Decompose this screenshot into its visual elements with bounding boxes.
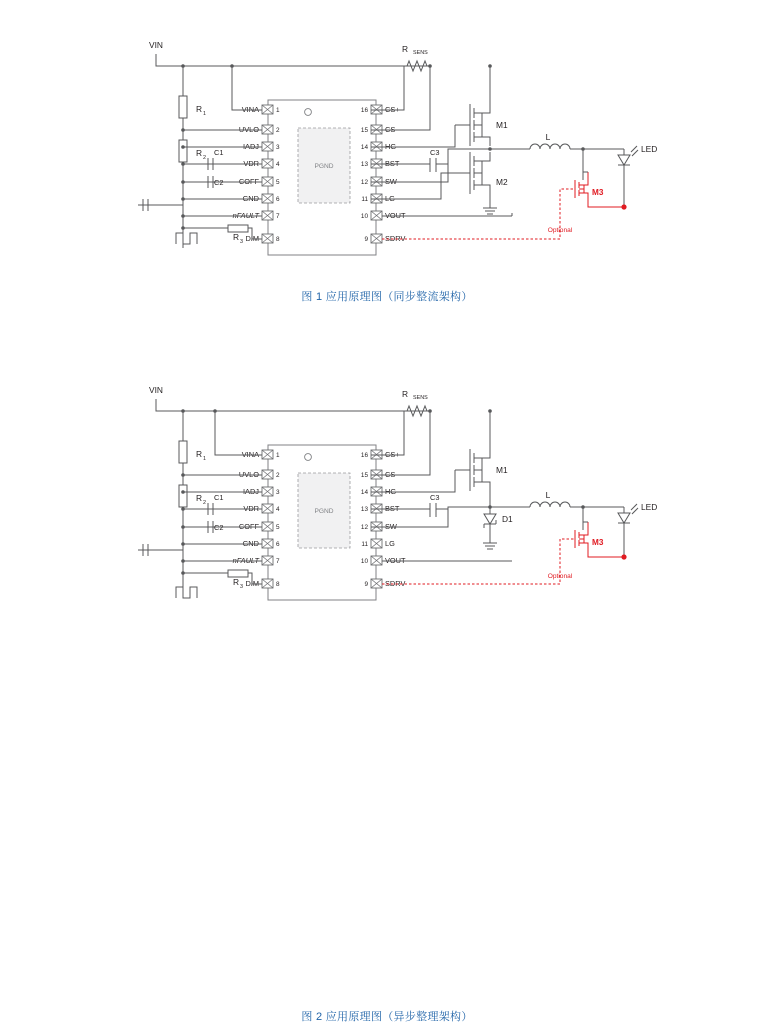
right-pin-12-label: SW bbox=[385, 522, 397, 531]
left-pin-1-num: 1 bbox=[276, 452, 280, 459]
junction bbox=[181, 542, 185, 546]
pwm-waveform-icon bbox=[176, 233, 197, 244]
right-pin-10-num: 10 bbox=[360, 213, 368, 220]
right-pin-13-label: BST bbox=[385, 504, 400, 513]
right-pin-14-label: HG bbox=[385, 487, 397, 496]
left-pin-3-label: IADJ bbox=[242, 487, 259, 496]
m3-mosfet-optional bbox=[575, 172, 624, 207]
right-pin-12-num: 12 bbox=[360, 524, 368, 531]
led-label: LED bbox=[641, 144, 658, 154]
r2-sub-2: 2 bbox=[203, 500, 206, 506]
r1-label: R bbox=[196, 104, 203, 114]
junction bbox=[181, 409, 185, 413]
vin-label: VIN bbox=[149, 40, 163, 50]
right-pin-15-num: 15 bbox=[360, 472, 368, 479]
figure-1-synchronous bbox=[0, 0, 774, 310]
d1-label: D1 bbox=[502, 514, 513, 524]
left-pin-7-num: 7 bbox=[276, 558, 280, 565]
r2-label: R bbox=[196, 148, 203, 158]
c1-label-2: C1 bbox=[214, 493, 224, 502]
r3-label-2: R bbox=[233, 577, 240, 587]
c2-label-2: C2 bbox=[214, 523, 224, 532]
c3-label: C3 bbox=[430, 148, 440, 157]
right-pin-11-label: LG bbox=[385, 194, 395, 203]
left-pin-3-label: IADJ bbox=[242, 142, 259, 151]
right-pin-9-num: 9 bbox=[364, 581, 368, 588]
figure-1-svg bbox=[0, 0, 774, 300]
c3-label-2: C3 bbox=[430, 493, 440, 502]
junction bbox=[181, 571, 185, 575]
right-pin-15-label: CS- bbox=[385, 125, 398, 134]
junction bbox=[230, 64, 234, 68]
c1-capacitor-2 bbox=[208, 493, 223, 515]
rsens-label: R bbox=[401, 44, 409, 54]
rsens-label-2: R bbox=[401, 389, 409, 399]
m1-label: M1 bbox=[496, 120, 508, 130]
junction bbox=[181, 473, 185, 477]
r1-resistor bbox=[179, 96, 206, 118]
left-pin-6-num: 6 bbox=[276, 196, 280, 203]
junction bbox=[181, 180, 185, 184]
inductor-l-2 bbox=[490, 490, 583, 507]
right-pin-14-label: HG bbox=[385, 142, 397, 151]
figure-2-svg bbox=[0, 350, 774, 650]
c3-capacitor bbox=[430, 148, 439, 172]
left-pin-8-label: DIM bbox=[245, 234, 259, 243]
m2-label: M2 bbox=[496, 177, 508, 187]
left-pin-7-label: nFAULT bbox=[232, 211, 259, 220]
left-pin-2-label: UVLO bbox=[238, 125, 259, 134]
right-pin-13-num: 13 bbox=[360, 161, 368, 168]
ground-symbol-d1 bbox=[483, 543, 497, 549]
right-pin-15-num: 15 bbox=[360, 127, 368, 134]
junction bbox=[488, 64, 492, 68]
r1-label-2: R bbox=[196, 449, 203, 459]
optional-label-2: Optional bbox=[547, 573, 573, 580]
led-label-2: LED bbox=[641, 502, 658, 512]
vin-label-2: VIN bbox=[149, 385, 163, 395]
r2-label-2: R bbox=[196, 493, 203, 503]
m3-mosfet-optional-2 bbox=[575, 522, 624, 557]
pgnd-label: PGND bbox=[314, 163, 334, 170]
figure-2-asynchronous bbox=[0, 350, 774, 1023]
ground-symbol-m2 bbox=[483, 194, 497, 214]
right-pin-11-num: 11 bbox=[361, 196, 368, 203]
left-pin-1-label: VINA bbox=[241, 105, 259, 114]
left-pin-1-label: VINA bbox=[241, 450, 259, 459]
led-symbol bbox=[618, 144, 657, 205]
pwm-waveform-icon-2 bbox=[176, 587, 197, 598]
right-pin-12-label: SW bbox=[385, 177, 397, 186]
r1-sub: 1 bbox=[203, 111, 206, 117]
left-pin-2-num: 2 bbox=[276, 127, 280, 134]
right-pin-13-label: BST bbox=[385, 159, 400, 168]
c1-capacitor bbox=[208, 148, 223, 170]
right-pin-9-label: SDRV bbox=[385, 579, 406, 588]
junction bbox=[181, 64, 185, 68]
c3-capacitor-2 bbox=[430, 493, 439, 517]
left-pin-1-num: 1 bbox=[276, 107, 280, 114]
right-pin-10-label: VOUT bbox=[385, 211, 406, 220]
right-pin-16-label: CS+ bbox=[385, 105, 400, 114]
r3-sub: 3 bbox=[240, 239, 243, 245]
left-pin-8-num: 8 bbox=[276, 581, 280, 588]
junction bbox=[181, 197, 185, 201]
r3-label: R bbox=[233, 232, 240, 242]
right-pin-15-label: CS- bbox=[385, 470, 398, 479]
c2-label: C2 bbox=[214, 178, 224, 187]
r2-sub: 2 bbox=[203, 155, 206, 161]
m3-label-2: M3 bbox=[592, 538, 604, 547]
left-pin-4-num: 4 bbox=[276, 506, 280, 513]
junction bbox=[581, 505, 585, 509]
junction bbox=[181, 507, 185, 511]
left-pin-5-num: 5 bbox=[276, 524, 280, 531]
right-pin-11-num: 11 bbox=[361, 541, 368, 548]
m3-label: M3 bbox=[592, 188, 604, 197]
led-symbol-2 bbox=[618, 502, 657, 555]
right-pin-16-num: 16 bbox=[360, 452, 368, 459]
right-pin-13-num: 13 bbox=[360, 506, 368, 513]
junction bbox=[488, 409, 492, 413]
left-pin-2-label: UVLO bbox=[238, 470, 259, 479]
left-pin-8-label: DIM bbox=[245, 579, 259, 588]
r2-resistor bbox=[179, 140, 206, 162]
d1-diode bbox=[484, 507, 513, 543]
ground-symbol-left bbox=[138, 199, 183, 211]
inductor-l bbox=[490, 132, 583, 149]
figure-2-caption: 图 2 应用原理图（异步整理架构） bbox=[301, 1011, 473, 1023]
left-pin-4-label: VDR bbox=[243, 159, 259, 168]
left-pin-5-label: COFF bbox=[238, 177, 259, 186]
right-pin-9-label: SDRV bbox=[385, 234, 406, 243]
junction bbox=[181, 525, 185, 529]
left-pin-4-label: VDR bbox=[243, 504, 259, 513]
junction bbox=[181, 162, 185, 166]
left-pin-5-label: COFF bbox=[238, 522, 259, 531]
right-pin-10-label: VOUT bbox=[385, 556, 406, 565]
right-pin-14-num: 14 bbox=[360, 489, 368, 496]
junction bbox=[181, 490, 185, 494]
inductor-label-2: L bbox=[545, 490, 551, 500]
right-pin-9 bbox=[364, 234, 405, 243]
junction bbox=[181, 559, 185, 563]
m1-label-2: M1 bbox=[496, 465, 508, 475]
right-pin-10-num: 10 bbox=[360, 558, 368, 565]
optional-label: Optional bbox=[547, 227, 573, 234]
junction bbox=[428, 64, 432, 68]
junction bbox=[428, 409, 432, 413]
figure-1-caption: 图 1 应用原理图（同步整流架构） bbox=[301, 291, 473, 303]
r3-sub-2: 3 bbox=[240, 584, 243, 590]
inductor-label: L bbox=[545, 132, 551, 142]
rsens-resistor bbox=[402, 44, 430, 71]
r1-resistor-2 bbox=[179, 441, 206, 463]
left-pin-2-num: 2 bbox=[276, 472, 280, 479]
pgnd-label-2: PGND bbox=[314, 508, 334, 515]
r1-sub-2: 1 bbox=[203, 456, 206, 462]
left-pin-6-label: GND bbox=[242, 539, 259, 548]
junction bbox=[181, 226, 185, 230]
c1-label: C1 bbox=[214, 148, 224, 157]
right-pin-14-num: 14 bbox=[360, 144, 368, 151]
ground-symbol-left-2 bbox=[138, 544, 183, 556]
left-pin-5-num: 5 bbox=[276, 179, 280, 186]
right-pin-9 bbox=[364, 579, 405, 588]
left-pin-8-num: 8 bbox=[276, 236, 280, 243]
junction bbox=[213, 409, 217, 413]
right-pin-16-num: 16 bbox=[360, 107, 368, 114]
right-pin-16-label: CS+ bbox=[385, 450, 400, 459]
r2-resistor-2 bbox=[179, 485, 206, 507]
rsens-sub: SENS bbox=[413, 50, 428, 56]
left-pin-6-label: GND bbox=[242, 194, 259, 203]
left-pin-4-num: 4 bbox=[276, 161, 280, 168]
junction bbox=[181, 128, 185, 132]
rsens-resistor-2 bbox=[402, 389, 430, 416]
right-pin-11 bbox=[361, 539, 395, 548]
right-pin-9-num: 9 bbox=[364, 236, 368, 243]
left-pin-7-label: nFAULT bbox=[232, 556, 259, 565]
junction bbox=[181, 214, 185, 218]
junction bbox=[181, 145, 185, 149]
left-pin-6-num: 6 bbox=[276, 541, 280, 548]
left-pin-3-num: 3 bbox=[276, 489, 280, 496]
rsens-sub-2: SENS bbox=[413, 395, 428, 401]
right-pin-11-label: LG bbox=[385, 539, 395, 548]
left-pin-7-num: 7 bbox=[276, 213, 280, 220]
right-pin-12-num: 12 bbox=[360, 179, 368, 186]
left-pin-3-num: 3 bbox=[276, 144, 280, 151]
